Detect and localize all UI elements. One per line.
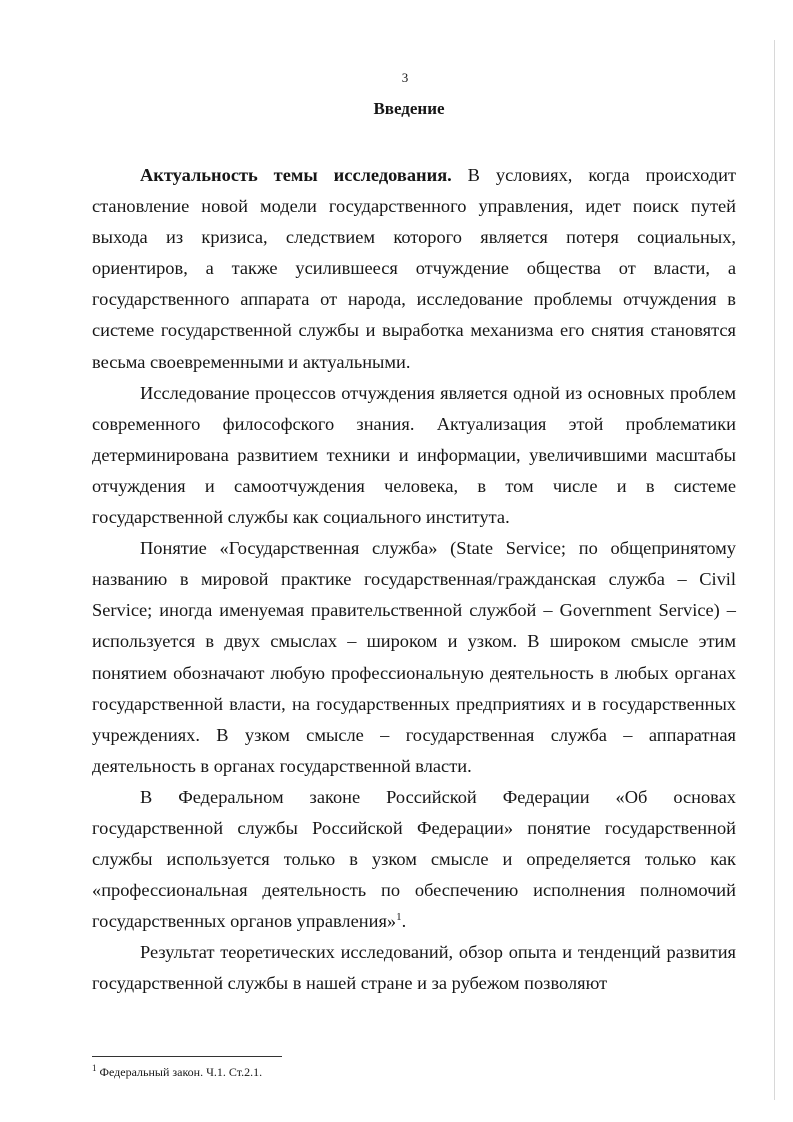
paragraph-text: Исследование процессов отчуждения является одной из основных проблем современного философского знания. Актуализация этой проблематики детерминирована развитием техники и информации, увеличившими масштабы отчуждения и самоотчуждения человека, в том числе и в системе государственной службы как социального института.: [92, 382, 736, 528]
paragraph-text: В Федеральном законе Российской Федерации «Об основах государственной службы Российской Федерации» понятие государственной службы используется только в узком смысле и определяется только как «профессиональная деятельность по обеспечению исполнения полномочий государственных органов управления»: [92, 786, 736, 932]
paragraph-text: В условиях, когда происходит становление новой модели государственного управления, идет поиск путей выхода из кризиса, следствием которого является потеря социальных, ориентиров, а также усилившееся отчуждение общества от власти, а государственного аппарата от народа, исследование проблемы отчуждения в системе государственной службы и выработка механизма его снятия становятся весьма своевременными и актуальными.: [92, 165, 736, 372]
paragraph-alienation: [92, 378, 736, 533]
paragraph-federal-law: [92, 782, 736, 937]
page-edge: [774, 40, 775, 1100]
paragraph-relevance: [92, 160, 736, 378]
footnote-reference: 1: [396, 911, 402, 924]
page-number: 3: [401, 70, 409, 85]
paragraph-text: Понятие «Государственная служба» (State Service; по общепринятому названию в мировой практике государственная/гражданская служба – Civil Service; иногда именуемая правительственной службой – Government Service) – используется в двух смыслах – широком и узком. В широком смысле этим понятием обозначают любую профессиональную деятельность в любых органах государственной власти, на государственных предприятиях и в государственных учреждениях. В узком смысле – государственная служба – аппаратная деятельность в органах государственной власти.: [92, 538, 736, 776]
footnote-mark: 1: [92, 1063, 97, 1073]
paragraph-text: Результат теоретических исследований, обзор опыта и тенденций развития государственной службы в нашей стране и за рубежом позволяют: [92, 942, 736, 994]
footnote: [92, 1065, 262, 1079]
paragraph-results: [92, 937, 736, 999]
paragraph-lead: Актуальность темы исследования.: [140, 165, 452, 185]
body-text: [92, 160, 736, 1000]
paragraph-state-service: [92, 533, 736, 782]
page-title: Введение: [373, 99, 445, 118]
footnote-divider: [92, 1056, 282, 1057]
footnote-text: Федеральный закон. Ч.1. Ст.2.1.: [99, 1065, 263, 1079]
paragraph-text-end: .: [401, 911, 407, 932]
